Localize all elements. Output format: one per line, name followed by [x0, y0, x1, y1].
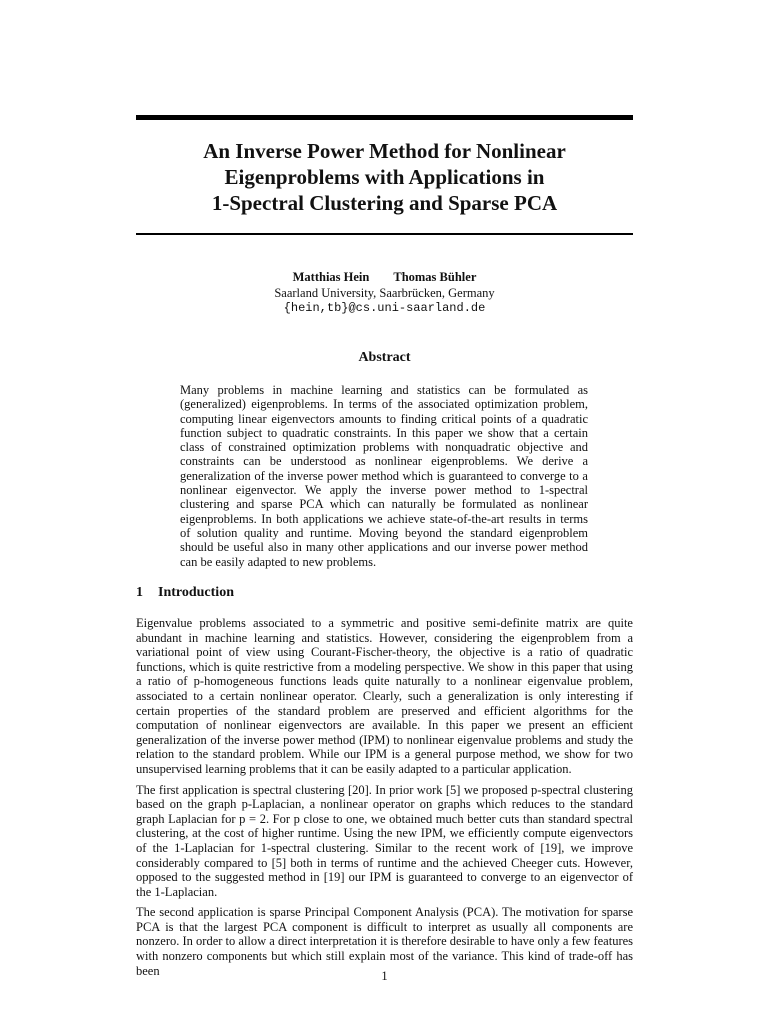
paper-title — [136, 138, 633, 216]
title-line: Eigenproblems with Applications in — [224, 165, 545, 189]
abstract-text: Many problems in machine learning and statistics can be formulated as (generalized) eigenproblems. In terms of the associated optimization problem, computing linear eigenvectors amounts to finding critical points of a quadratic function subject to quadratic constraints. In this paper we show that a certain class of constrained optimization problems with nonquadratic objective and constraints can be understood as nonlinear eigenproblems. We derive a generalization of the inverse power method which is guaranteed to converge to a nonlinear eigenvector. We apply the inverse power method to 1-spectral clustering and sparse PCA which can naturally be formulated as nonlinear eigenproblems. In both applications we achieve state-of-the-art results in terms of solution quality and runtime. Moving beyond the standard eigenproblem should be useful also in many other applications and our inverse power method can be easily adapted to new problems. — [180, 383, 588, 569]
author-affiliation: Saarland University, Saarbrücken, Germany — [274, 285, 495, 300]
section-number: 1 — [136, 585, 143, 600]
section-heading — [136, 585, 234, 601]
body-paragraph: The second application is sparse Principal Component Analysis (PCA). The motivation for sparse PCA is that the largest PCA component is difficult to interpret as usually all components are nonzero. In order to allow a direct interpretation it is therefore desirable to have only a few features with nonzero components but which still explain most of the variance. This kind of trade-off has been — [136, 905, 634, 978]
author-name: Thomas Bühler — [393, 270, 477, 284]
section-body — [136, 616, 633, 978]
abstract-heading: Abstract — [358, 350, 411, 365]
author-name: Matthias Hein — [292, 270, 370, 284]
title-line: 1-Spectral Clustering and Sparse PCA — [211, 191, 558, 215]
author-email: {hein,tb}@cs.uni-saarland.de — [283, 301, 486, 315]
title-rule-bottom — [136, 233, 633, 235]
title-line: An Inverse Power Method for Nonlinear — [203, 139, 566, 163]
page-number: 1 — [381, 969, 388, 983]
body-paragraph: The first application is spectral clustering [20]. In prior work [5] we proposed p-spectral clustering based on the graph p-Laplacian, a nonlinear operator on graphs which reduces to the standard graph Laplacian for p = 2. For p close to one, we obtained much better cuts than standard spectral clustering, at the cost of higher runtime. Using the new IPM, we efficiently compute eigenvectors of the 1-Laplacian for 1-spectral clustering. Similar to the recent work of [19], we improve considerably compared to [5] both in terms of runtime and the achieved Cheeger cuts. However, opposed to the suggested method in [19] our IPM is guaranteed to converge to an eigenvector of the 1-Laplacian. — [136, 782, 633, 899]
section-title: Introduction — [158, 585, 234, 600]
title-rule-top — [136, 115, 633, 120]
author-block — [136, 270, 633, 317]
author-names — [136, 270, 633, 286]
body-paragraph: Eigenvalue problems associated to a symmetric and positive semi-definite matrix are quite abundant in machine learning and statistics. However, considering the eigenproblem from a variational point of view using Courant-Fischer-theory, the objective is a ratio of quadratic functions, which is quite restrictive from a modeling perspective. We show in this paper that using a ratio of p-homogeneous functions leads quite naturally to a nonlinear eigenvalue problem, associated to a certain nonlinear operator. Clearly, such a generalization is only interesting if certain properties of the standard problem are preserved and efficient algorithms for the computation of nonlinear eigenvectors are available. In this paper we present an efficient generalization of the inverse power method (IPM) to nonlinear eigenvalue problems and study the relation to the standard problem. While our IPM is a general purpose method, we show for two unsupervised learning problems that it can be easily adapted to a particular application. — [136, 616, 633, 776]
